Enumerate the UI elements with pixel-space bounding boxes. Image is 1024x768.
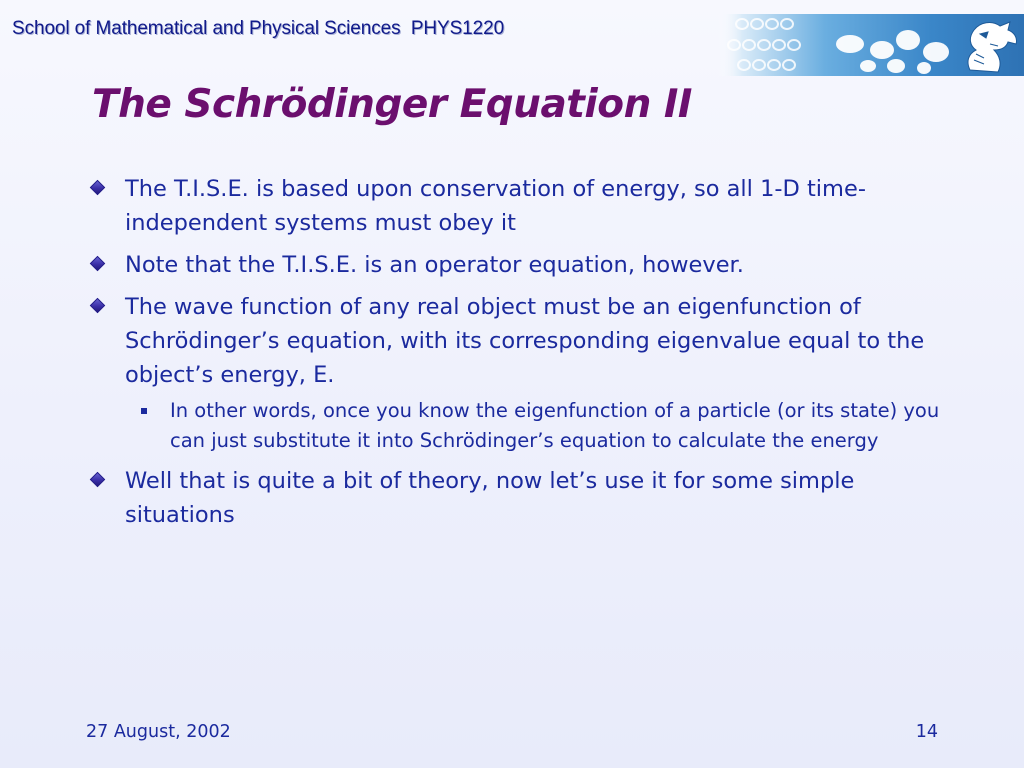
diamond-bullet-icon <box>90 180 106 196</box>
diamond-bullet-icon <box>90 472 106 488</box>
header-text: School of Mathematical and Physical Sciences PHYS1220 <box>12 18 505 39</box>
square-bullet-icon <box>141 408 147 414</box>
bullet-item <box>86 248 966 282</box>
bullet-text: The wave function of any real object must be an eigenfunction of Schrödinger’s equation, with its corresponding eigenvalue equal to the object’s energy, E. <box>125 294 925 388</box>
sub-bullet-item <box>131 396 950 456</box>
bullet-text: Note that the T.I.S.E. is an operator equation, however. <box>125 252 744 278</box>
footer-date: 27 August, 2002 <box>86 722 231 742</box>
page-number: 14 <box>915 722 938 742</box>
bullet-item <box>86 172 966 240</box>
bullet-item <box>86 290 966 392</box>
slide-title: The Schrödinger Equation II <box>92 82 692 127</box>
diamond-bullet-icon <box>90 298 106 314</box>
bullet-text: The T.I.S.E. is based upon conservation of energy, so all 1-D time-independent systems must obey it <box>125 176 866 236</box>
bullet-item <box>86 464 966 532</box>
header-banner-logo <box>718 14 1024 76</box>
diamond-bullet-icon <box>90 256 106 272</box>
bullet-list <box>86 172 966 540</box>
sub-bullet-text: In other words, once you know the eigenfunction of a particle (or its state) you can just substitute it into Schrödinger’s equation to calculate the energy <box>170 399 940 452</box>
bullet-text: Well that is quite a bit of theory, now let’s use it for some simple situations <box>125 468 855 528</box>
